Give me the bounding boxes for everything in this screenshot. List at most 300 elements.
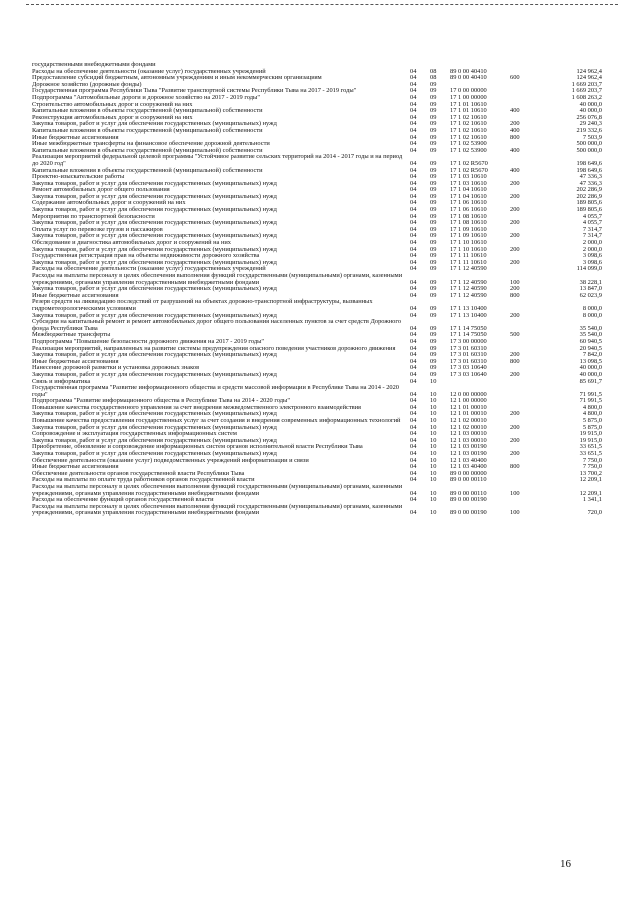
row-subsection-code: 10 — [430, 509, 437, 517]
row-target-article: 12 1 03 40400 — [450, 456, 487, 464]
row-description: Расходы на выплаты персоналу в целях обеспечения выполнения функций государственными (муниципальными) органами, казенными учреждениями, органами управления государственными внебюджетными фондами — [32, 483, 403, 497]
row-description: Закупка товаров, работ и услуг для обеспечения государственных (муниципальных) нужд — [32, 232, 277, 240]
row-amount: 47 336,3 — [579, 179, 602, 187]
row-expense-type: 200 — [510, 436, 520, 444]
row-description: Капитальные вложения в объекты государственной (муниципальной) собственности — [32, 126, 263, 134]
row-description: Расходы на обеспечение деятельности (оказание услуг) государственных учреждений — [32, 67, 266, 75]
row-expense-type: 200 — [510, 232, 520, 240]
row-expense-type — [510, 379, 540, 386]
row-target-article: 17 0 00 00000 — [450, 87, 487, 95]
row-subsection-code: 09 — [430, 199, 437, 207]
row-target-article: 17 1 11 10610 — [450, 258, 487, 266]
row-description: Закупка товаров, работ и услуг для обеспечения государственных (муниципальных) нужд — [32, 311, 277, 319]
row-subsection-code: 10 — [430, 443, 437, 451]
row-amount: 500 000,0 — [576, 146, 602, 154]
row-description: Сопровождение и эксплуатация государственных информационных систем — [32, 430, 237, 438]
row-section-code: 04 — [410, 417, 417, 425]
row-section-code: 04 — [410, 126, 417, 134]
row-description: Иные бюджетные ассигнования — [32, 357, 119, 365]
row-subsection-code: 09 — [430, 225, 437, 233]
row-section-code: 04 — [410, 113, 417, 121]
row-amount: 40 000,0 — [579, 370, 602, 378]
row-subsection-code: 09 — [430, 212, 437, 220]
row-section-code: 04 — [410, 212, 417, 220]
row-amount: 202 286,9 — [576, 186, 602, 194]
row-target-article: 17 1 02 10610 — [450, 120, 487, 128]
row-target-article: 17 1 08 10610 — [450, 219, 487, 227]
row-amount: 29 240,3 — [579, 120, 602, 128]
budget-table-container — [32, 62, 602, 517]
row-description: Подпрограмма "Автомобильные дороги и дорожное хозяйство на 2017 - 2019 годы" — [32, 93, 260, 101]
row-description: Оплата услуг по перевозке грузов и пассажиров — [32, 225, 163, 233]
row-target-article: 17 1 02 53900 — [450, 140, 487, 148]
row-amount: 35 540,0 — [579, 324, 602, 332]
row-description: Государственная регистрация прав на объекты недвижимости дорожного хозяйства — [32, 252, 260, 260]
row-subsection-code: 10 — [430, 456, 437, 464]
row-subsection-code: 09 — [430, 166, 437, 174]
row-section-code: 04 — [410, 443, 417, 451]
row-target-article: 89 0 00 00000 — [450, 469, 487, 477]
row-description: Ремонт автомобильных дорог общего пользования — [32, 186, 170, 194]
table-row — [32, 504, 602, 517]
row-subsection-code: 09 — [430, 252, 437, 260]
row-target-article — [450, 379, 510, 386]
row-target-article: 17 3 01 60310 — [450, 357, 487, 365]
row-amount: 12 209,1 — [579, 489, 602, 497]
page-number: 16 — [560, 858, 571, 870]
row-section-code: 04 — [410, 173, 417, 181]
row-target-article: 12 1 00 00000 — [450, 397, 487, 405]
row-description: Иные бюджетные ассигнования — [32, 133, 119, 141]
row-expense-type: 200 — [510, 351, 520, 359]
row-target-article: 89 0 00 00110 — [450, 476, 487, 484]
row-description: Закупка товаров, работ и услуг для обеспечения государственных (муниципальных) нужд — [32, 120, 277, 128]
row-subsection-code: 09 — [430, 133, 437, 141]
row-subsection-code: 09 — [430, 311, 437, 319]
row-amount: 7 503,9 — [582, 133, 602, 141]
row-section-code: 04 — [410, 93, 417, 101]
row-amount: 19 915,0 — [579, 436, 602, 444]
row-section-code: 04 — [410, 436, 417, 444]
row-target-article: 17 1 10 10610 — [450, 245, 487, 253]
row-description: Проектно-изыскательские работы — [32, 173, 125, 181]
row-amount: 500 000,0 — [576, 140, 602, 148]
row-description: Закупка товаров, работ и услуг для обеспечения государственных (муниципальных) нужд — [32, 436, 277, 444]
row-section-code: 04 — [410, 344, 417, 352]
row-expense-type: 400 — [510, 126, 520, 134]
row-amount: 4 055,7 — [582, 212, 602, 220]
row-target-article: 89 0 00 40410 — [450, 74, 487, 82]
row-amount: 720,0 — [587, 509, 602, 517]
row-section-code: 04 — [410, 159, 417, 167]
row-description: Закупка товаров, работ и услуг для обеспечения государственных (муниципальных) нужд — [32, 410, 277, 418]
row-target-article: 17 1 14 75050 — [450, 324, 487, 332]
row-target-article: 17 1 04 10610 — [450, 192, 487, 200]
row-expense-type — [510, 385, 540, 398]
row-description: Закупка товаров, работ и услуг для обеспечения государственных (муниципальных) нужд — [32, 219, 277, 227]
row-amount: 71 991,5 — [579, 397, 602, 405]
row-expense-type — [510, 497, 540, 504]
row-section-code: 04 — [410, 179, 417, 187]
row-section-code: 04 — [410, 351, 417, 359]
row-expense-type — [510, 477, 540, 484]
row-expense-type: 100 — [510, 278, 520, 286]
row-section-code: 04 — [410, 337, 417, 345]
row-amount: 19 915,0 — [579, 430, 602, 438]
row-description: Закупка товаров, работ и услуг для обеспечения государственных (муниципальных) нужд — [32, 245, 277, 253]
row-subsection-code: 10 — [430, 469, 437, 477]
budget-table-body — [32, 62, 602, 517]
row-target-article: 17 3 01 60310 — [450, 344, 487, 352]
row-section-code: 04 — [410, 67, 417, 75]
row-subsection-code: 08 — [430, 67, 437, 75]
row-target-article: 17 1 02 R5670 — [450, 159, 488, 167]
row-expense-type: 400 — [510, 166, 520, 174]
row-description: Связь и информатика — [32, 377, 91, 385]
row-target-article: 17 1 04 10610 — [450, 186, 487, 194]
row-section-code: 04 — [410, 258, 417, 266]
row-subsection-code: 10 — [430, 463, 437, 471]
row-target-article: 17 1 03 10610 — [450, 179, 487, 187]
row-section-code: 04 — [410, 489, 417, 497]
row-amount: 4 800,0 — [582, 410, 602, 418]
row-expense-type: 800 — [510, 291, 520, 299]
row-target-article: 12 1 01 00010 — [450, 410, 487, 418]
row-amount: 189 805,6 — [576, 199, 602, 207]
row-description: Реализация мероприятий, направленных на развитие системы предупреждения опасного поведения участников дорожного движения — [32, 344, 396, 352]
row-section-code: 04 — [410, 80, 417, 88]
row-amount: 7 314,7 — [582, 232, 602, 240]
row-subsection-code: 09 — [430, 324, 437, 332]
row-amount: 198 649,6 — [576, 159, 602, 167]
row-subsection-code: 10 — [430, 489, 437, 497]
row-expense-type: 200 — [510, 410, 520, 418]
row-target-article: 12 0 00 00000 — [450, 390, 487, 398]
row-subsection-code: 09 — [430, 219, 437, 227]
row-amount: 33 651,5 — [579, 450, 602, 458]
row-section-code: 04 — [410, 496, 417, 504]
row-subsection-code: 09 — [430, 285, 437, 293]
row-target-article: 89 0 00 00110 — [450, 489, 487, 497]
row-subsection-code: 10 — [430, 430, 437, 438]
row-expense-type — [510, 398, 540, 405]
row-subsection-code: 10 — [430, 496, 437, 504]
row-target-article: 17 1 10 10610 — [450, 239, 487, 247]
row-target-article: 17 1 09 10610 — [450, 225, 487, 233]
row-amount: 124 962,4 — [576, 74, 602, 82]
row-subsection-code: 09 — [430, 186, 437, 194]
row-subsection-code: 10 — [430, 423, 437, 431]
row-section-code: 04 — [410, 199, 417, 207]
row-target-article: 17 1 06 10610 — [450, 199, 487, 207]
row-description: Субсидии на капитальный ремонт и ремонт автомобильных дорог общего пользования населенных пунктов за счет средств Дорожного фонда Республики Тыва — [32, 318, 402, 332]
row-target-article: 17 3 00 00000 — [450, 337, 487, 345]
row-section-code: 04 — [410, 377, 417, 385]
row-target-article: 17 1 12 40590 — [450, 285, 487, 293]
row-target-article: 17 3 01 60310 — [450, 351, 487, 359]
row-target-article: 17 3 03 10640 — [450, 364, 487, 372]
row-description: Повышение качества предоставления государственных услуг за счет создания и внедрения современных информационных технологий — [32, 417, 401, 425]
row-expense-type: 200 — [510, 206, 520, 214]
row-section-code: 04 — [410, 390, 417, 398]
row-target-article: 17 1 00 00000 — [450, 93, 487, 101]
row-subsection-code: 09 — [430, 291, 437, 299]
row-description: Мероприятия по транспортной безопасности — [32, 212, 155, 220]
row-target-article: 17 3 03 10640 — [450, 370, 487, 378]
row-amount: 2 000,0 — [582, 239, 602, 247]
row-description: Государственная программа "Развитие информационного общества и средств массовой информации в Республике Тыва на 2014 - 2020 годы" — [32, 384, 399, 398]
row-description: Расходы на обеспечение деятельности (оказание услуг) государственных учреждений — [32, 265, 266, 273]
row-description: Предоставление субсидий бюджетным, автономным учреждениям и иным некоммерческим организациям — [32, 74, 322, 82]
row-subsection-code: 09 — [430, 159, 437, 167]
row-section-code: 04 — [410, 509, 417, 517]
row-amount: 62 023,9 — [579, 291, 602, 299]
row-subsection-code: 09 — [430, 344, 437, 352]
row-amount: 114 099,0 — [576, 265, 602, 273]
row-amount: 40 000,0 — [579, 364, 602, 372]
row-description: Содержание автомобильных дорог и сооружений на них — [32, 199, 186, 207]
row-target-article: 12 1 03 40400 — [450, 463, 487, 471]
row-section-code: 04 — [410, 278, 417, 286]
row-description: Обеспечение деятельности органов государственной власти Республики Тыва — [32, 469, 245, 477]
row-section-code: 04 — [410, 304, 417, 312]
row-amount: 33 651,5 — [579, 443, 602, 451]
row-subsection-code: 09 — [430, 173, 437, 181]
row-description: Дорожное хозяйство (дорожные фонды) — [32, 80, 142, 88]
row-subsection-code: 09 — [430, 304, 437, 312]
row-expense-type: 200 — [510, 192, 520, 200]
row-amount: 219 332,6 — [576, 126, 602, 134]
row-description: Межбюджетные трансферты — [32, 331, 111, 339]
row-description: Резерв средств на ликвидацию последствий от разрушений на объектах дорожно-транспортной инфраструктуры, вызванных гидрометеорологическими условиями — [32, 298, 373, 312]
row-section-code: 04 — [410, 364, 417, 372]
row-amount: 7 314,7 — [582, 225, 602, 233]
row-section-code: 04 — [410, 252, 417, 260]
row-amount: 2 000,0 — [582, 245, 602, 253]
row-target-article: 17 1 12 40590 — [450, 291, 487, 299]
row-description: Иные бюджетные ассигнования — [32, 291, 119, 299]
row-description: Закупка товаров, работ и услуг для обеспечения государственных (муниципальных) нужд — [32, 370, 277, 378]
row-subsection-code: 09 — [430, 100, 437, 108]
row-section-code: 04 — [410, 285, 417, 293]
row-amount: 4 800,0 — [582, 403, 602, 411]
row-amount: 13 098,5 — [579, 357, 602, 365]
row-target-article: 17 1 02 53900 — [450, 146, 487, 154]
row-subsection-code: 08 — [430, 74, 437, 82]
row-amount: 189 805,6 — [576, 206, 602, 214]
row-target-article: 17 1 14 75050 — [450, 331, 487, 339]
row-subsection-code: 09 — [430, 93, 437, 101]
row-target-article: 17 1 02 R5670 — [450, 166, 488, 174]
row-description: Подпрограмма "Развитие информационного общества в Республике Тыва на 2014 - 2020 годы" — [32, 397, 290, 405]
row-section-code: 04 — [410, 192, 417, 200]
row-amount: 1 669 203,7 — [571, 80, 602, 88]
row-target-article: 12 1 03 00010 — [450, 436, 487, 444]
row-description: Подпрограмма "Повышение безопасности дорожного движения на 2017 - 2019 годы" — [32, 337, 265, 345]
row-target-article: 17 1 01 10610 — [450, 107, 487, 115]
row-expense-type: 500 — [510, 331, 520, 339]
row-section-code: 04 — [410, 423, 417, 431]
row-description: Закупка товаров, работ и услуг для обеспечения государственных (муниципальных) нужд — [32, 206, 277, 214]
row-subsection-code: 09 — [430, 120, 437, 128]
row-section-code: 04 — [410, 225, 417, 233]
row-subsection-code: 09 — [430, 179, 437, 187]
row-subsection-code: 10 — [430, 450, 437, 458]
row-expense-type — [510, 82, 540, 89]
row-description: Расходы на выплаты персоналу в целях обеспечения выполнения функций государственными (муниципальными) органами, казенными учреждениями, органами управления государственными внебюджетными фондами — [32, 272, 403, 286]
row-section-code: 04 — [410, 140, 417, 148]
row-section-code: 04 — [410, 463, 417, 471]
row-expense-type: 200 — [510, 219, 520, 227]
row-description: Иные бюджетные ассигнования — [32, 463, 119, 471]
row-subsection-code: 09 — [430, 265, 437, 273]
row-expense-type — [510, 62, 540, 69]
row-expense-type: 200 — [510, 450, 520, 458]
row-subsection-code: 09 — [430, 146, 437, 154]
row-description: Закупка товаров, работ и услуг для обеспечения государственных (муниципальных) нужд — [32, 258, 277, 266]
row-description: Закупка товаров, работ и услуг для обеспечения государственных (муниципальных) нужд — [32, 423, 277, 431]
row-amount: 5 875,0 — [582, 423, 602, 431]
row-subsection-code: 09 — [430, 370, 437, 378]
row-expense-type: 200 — [510, 285, 520, 293]
row-section-code: 04 — [410, 87, 417, 95]
row-expense-type — [510, 339, 540, 346]
row-description: Нанесение дорожной разметки и установка дорожных знаков — [32, 364, 200, 372]
row-section-code: 04 — [410, 206, 417, 214]
row-target-article: 12 1 03 00010 — [450, 430, 487, 438]
row-section-code: 04 — [410, 430, 417, 438]
row-expense-type — [510, 471, 540, 478]
row-expense-type: 800 — [510, 463, 520, 471]
row-amount: 8 000,0 — [582, 311, 602, 319]
row-amount: 85 691,7 — [579, 377, 602, 385]
row-subsection-code: 10 — [430, 397, 437, 405]
row-target-article: 12 1 03 00190 — [450, 443, 487, 451]
row-amount: 20 940,5 — [579, 344, 602, 352]
row-expense-type: 600 — [510, 74, 520, 82]
row-section-code: 04 — [410, 331, 417, 339]
row-section-code: 04 — [410, 370, 417, 378]
row-subsection-code: 09 — [430, 239, 437, 247]
row-target-article: 17 1 01 10610 — [450, 100, 487, 108]
row-subsection-code: 09 — [430, 80, 437, 88]
table-row — [32, 299, 602, 312]
row-section-code: 04 — [410, 311, 417, 319]
row-expense-type — [510, 299, 540, 312]
row-target-article: 17 1 03 10610 — [450, 173, 487, 181]
row-amount: 47 336,3 — [579, 173, 602, 181]
row-amount: 7 750,0 — [582, 463, 602, 471]
row-description: Расходы на выплаты персоналу в целях обеспечения выполнения функций государственными (муниципальными) органами, казенными учреждениями, органами управления государственными внебюджетными фондами — [32, 502, 403, 517]
row-expense-type: 200 — [510, 311, 520, 319]
row-subsection-code: 09 — [430, 87, 437, 95]
row-amount: 13 847,0 — [579, 285, 602, 293]
row-section-code: 04 — [410, 120, 417, 128]
row-expense-type: 400 — [510, 146, 520, 154]
row-expense-type: 200 — [510, 245, 520, 253]
row-description: Капитальные вложения в объекты государственной (муниципальной) собственности — [32, 166, 263, 174]
row-target-article: 17 1 11 10610 — [450, 252, 487, 260]
row-section-code: 04 — [410, 186, 417, 194]
row-subsection-code: 09 — [430, 364, 437, 372]
row-target-article: 17 1 09 10610 — [450, 232, 487, 240]
row-amount: 3 098,6 — [582, 258, 602, 266]
row-amount: 198 649,6 — [576, 166, 602, 174]
row-section-code: 04 — [410, 100, 417, 108]
row-target-article: 17 1 12 40590 — [450, 265, 487, 273]
row-amount: 8 000,0 — [582, 304, 602, 312]
row-target-article: 89 0 00 00190 — [450, 496, 487, 504]
row-description: Обследование и диагностика автомобильных дорог и сооружений на них — [32, 239, 231, 247]
row-description: Капитальные вложения в объекты государственной (муниципальной) собственности — [32, 146, 263, 154]
row-section-code: 04 — [410, 403, 417, 411]
row-subsection-code: 09 — [430, 126, 437, 134]
row-amount: 12 209,1 — [579, 476, 602, 484]
row-amount: 40 000,0 — [579, 100, 602, 108]
row-description: Закупка товаров, работ и услуг для обеспечения государственных (муниципальных) нужд — [32, 450, 277, 458]
row-target-article: 17 1 12 40590 — [450, 278, 487, 286]
row-amount: 1 341,1 — [582, 496, 602, 504]
row-section-code: 04 — [410, 397, 417, 405]
row-section-code: 04 — [410, 450, 417, 458]
row-target-article: 12 1 01 00010 — [450, 403, 487, 411]
row-section-code: 04 — [410, 265, 417, 273]
row-amount: 124 962,4 — [576, 67, 602, 75]
row-target-article: 17 1 02 10610 — [450, 133, 487, 141]
row-description: Повышение качества государственного управления за счет внедрения межведомственного электронного взаимодействия — [32, 403, 361, 411]
row-description: Закупка товаров, работ и услуг для обеспечения государственных (муниципальных) нужд — [32, 351, 277, 359]
row-expense-type — [510, 88, 540, 95]
row-amount: 7 842,0 — [582, 351, 602, 359]
row-description: Иные межбюджетные трансферты на финансовое обеспечение дорожной деятельности — [32, 140, 270, 148]
row-amount: 7 750,0 — [582, 456, 602, 464]
row-description: Расходы на обеспечение функций органов государственной власти — [32, 496, 214, 504]
row-target-article: 17 1 02 10610 — [450, 113, 487, 121]
top-border-line — [26, 4, 618, 5]
row-subsection-code: 10 — [430, 390, 437, 398]
row-expense-type: 100 — [510, 489, 520, 497]
row-section-code: 04 — [410, 456, 417, 464]
row-subsection-code: 09 — [430, 278, 437, 286]
row-amount: 38 228,1 — [579, 278, 602, 286]
row-subsection-code: 09 — [430, 206, 437, 214]
row-section-code: 04 — [410, 146, 417, 154]
row-expense-type — [510, 154, 540, 167]
row-amount: 40 000,0 — [579, 107, 602, 115]
row-section-code: 04 — [410, 291, 417, 299]
row-expense-type: 200 — [510, 423, 520, 431]
row-description: Строительство автомобильных дорог и сооружений на них — [32, 100, 193, 108]
row-description: Реконструкция автомобильных дорог и сооружений на них — [32, 113, 193, 121]
row-expense-type: 200 — [510, 258, 520, 266]
row-amount: 71 991,5 — [579, 390, 602, 398]
row-subsection-code: 09 — [430, 357, 437, 365]
row-description: Закупка товаров, работ и услуг для обеспечения государственных (муниципальных) нужд — [32, 192, 277, 200]
row-amount: 4 055,7 — [582, 219, 602, 227]
row-expense-type — [510, 95, 540, 102]
row-section-code: 04 — [410, 74, 417, 82]
row-section-code: 04 — [410, 357, 417, 365]
row-expense-type: 200 — [510, 370, 520, 378]
row-description: Государственная программа Республики Тыва "Развитие транспортной системы Республики Тыва на 2017 - 2019 годы" — [32, 87, 357, 95]
row-section-code: 04 — [410, 476, 417, 484]
row-expense-type: 800 — [510, 133, 520, 141]
row-subsection-code: 09 — [430, 337, 437, 345]
row-target-article: 17 1 13 10400 — [450, 311, 487, 319]
row-subsection-code: 09 — [430, 140, 437, 148]
row-amount: 13 700,2 — [579, 469, 602, 477]
row-subsection-code: 09 — [430, 232, 437, 240]
